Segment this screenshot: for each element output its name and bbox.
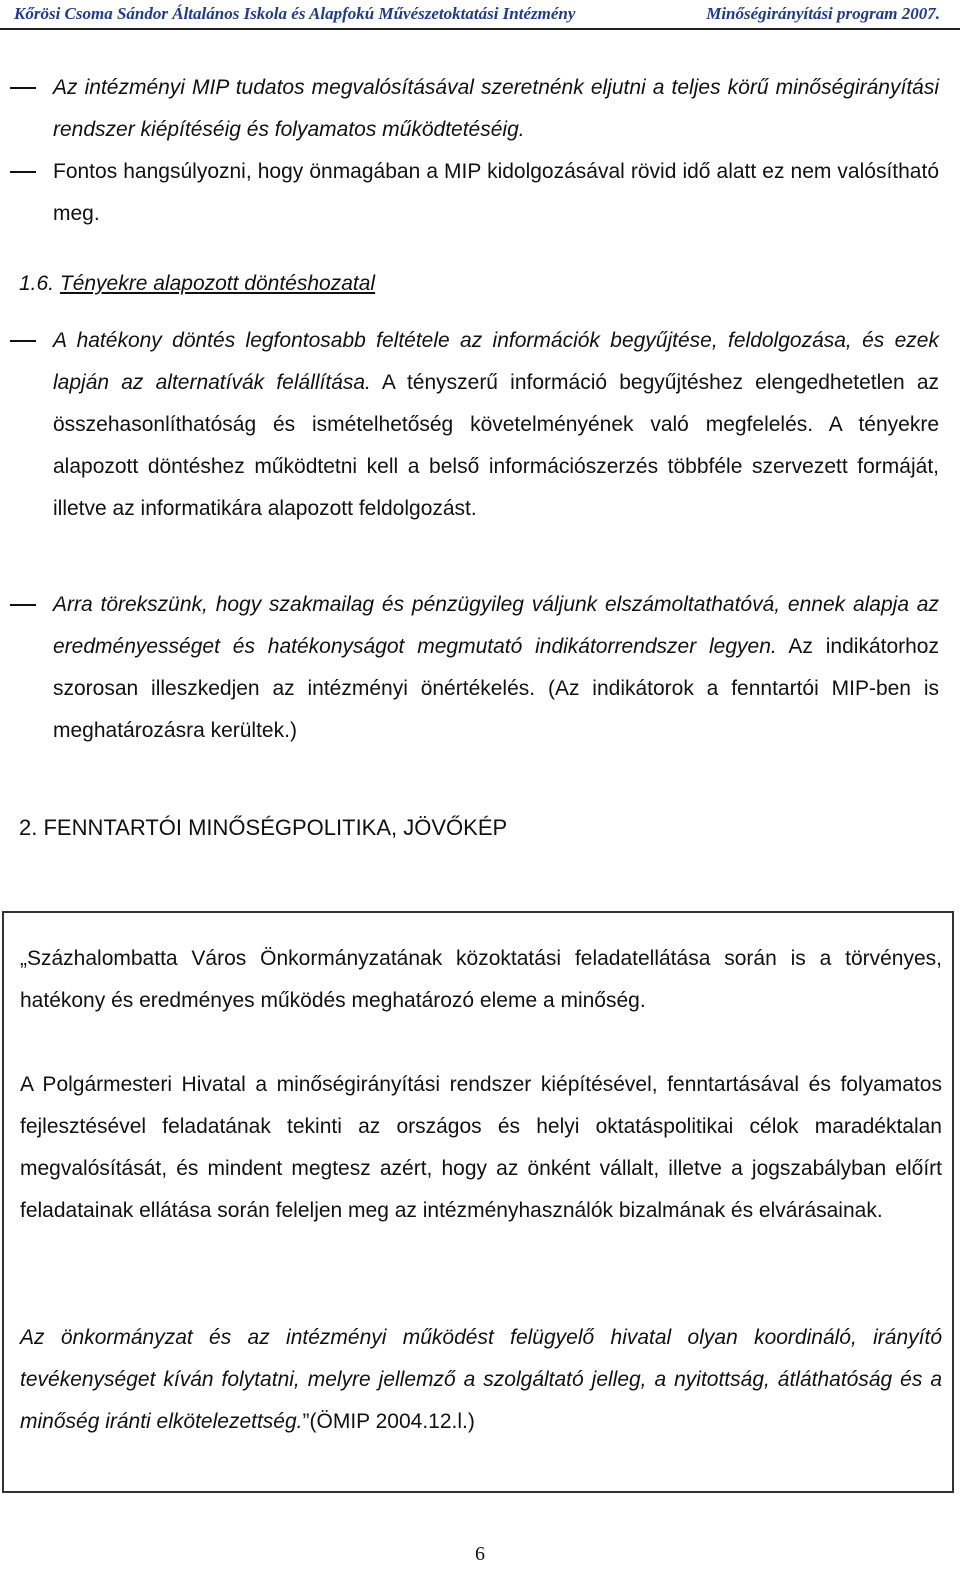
policy-quote-box <box>2 911 954 1493</box>
policy-text-italic: Az önkormányzat és az intézményi működést felügyelő hivatal olyan koordináló, irányító tevékenységet kíván folytatni, melyre jellemző a szolgáltató jelleg, a nyitottság, átláthatóság és a minőség iránti elkötelezettség. <box>20 1326 942 1433</box>
bullet-text <box>53 584 939 752</box>
policy-paragraph: A Polgármesteri Hivatal a minőségirányítási rendszer kiépítésével, fenntartásával és folyamatos fejlesztésével feladatának tekinti az országos és helyi oktatáspolitikai célok maradéktalan megvalósítását, és mindent megtesz azért, hogy az önként vállalt, illetve a jogszabályban előírt feladatainak ellátása során feleljen meg az intézményhasználók bizalmának és elvárásainak. <box>20 1073 942 1222</box>
section-title: Tényekre alapozott döntéshozatal <box>59 272 376 295</box>
page-number: 6 <box>475 1543 485 1565</box>
dash-marker <box>10 340 36 342</box>
dash-marker <box>10 87 36 89</box>
bullet-text-regular: Az indikátorhoz szorosan illeszkedjen az intézményi önértékelés. (Az indikátorok a fenntartói MIP-ben is meghatározásra kerültek.) <box>53 635 939 742</box>
bullet-text: Fontos hangsúlyozni, hogy önmagában a MIP kidolgozásával rövid idő alatt ez nem valósítható meg. <box>53 160 939 225</box>
section-1-6-heading <box>19 272 375 296</box>
institution-name: Kőrösi Csoma Sándor Általános Iskola és Alapfokú Művészetoktatási Intézmény <box>14 4 576 23</box>
bullet-text-italic: A hatékony döntés legfontosabb feltétele az információk begyűjtése, feldolgozása, és ezek lapján az alternatívák felállítása. <box>53 329 939 394</box>
bullet-text <box>53 320 939 530</box>
dash-marker <box>10 604 36 606</box>
policy-paragraph <box>20 1317 942 1443</box>
policy-citation: ”(ÖMIP 2004.12.l.) <box>302 1410 475 1433</box>
section-number: 1.6. <box>19 272 55 295</box>
dash-marker <box>10 171 36 173</box>
policy-paragraph: „Százhalombatta Város Önkormányzatának közoktatási feladatellátása során is a törvényes, hatékony és eredményes működés meghatározó eleme a minőség. <box>20 947 942 1012</box>
bullet-text-italic: Arra törekszünk, hogy szakmailag és pénzügyileg váljunk elszámoltathatóvá, ennek alapja az eredményességet és hatékonyságot megmutató indikátorrendszer legyen. <box>53 593 939 658</box>
bullet-text-regular: A tényszerű információ begyűjtéshez elengedhetetlen az összehasonlíthatóság és ismételhetőség követelményének való megfelelés. A tényekre alapozott döntéshez működtetni kell a belső információszerzés többféle szervezett formáját, illetve az informatikára alapozott feldolgozást. <box>53 371 939 520</box>
header-rule <box>0 28 960 30</box>
program-title: Minőségirányítási program 2007. <box>706 4 940 23</box>
section-2-heading: 2. FENNTARTÓI MINŐSÉGPOLITIKA, JÖVŐKÉP <box>19 815 508 840</box>
page-header <box>0 0 960 30</box>
bullet-text: Az intézményi MIP tudatos megvalósításával szeretnénk eljutni a teljes körű minőségirányítási rendszer kiépítéséig és folyamatos működtetéséig. <box>53 76 939 141</box>
